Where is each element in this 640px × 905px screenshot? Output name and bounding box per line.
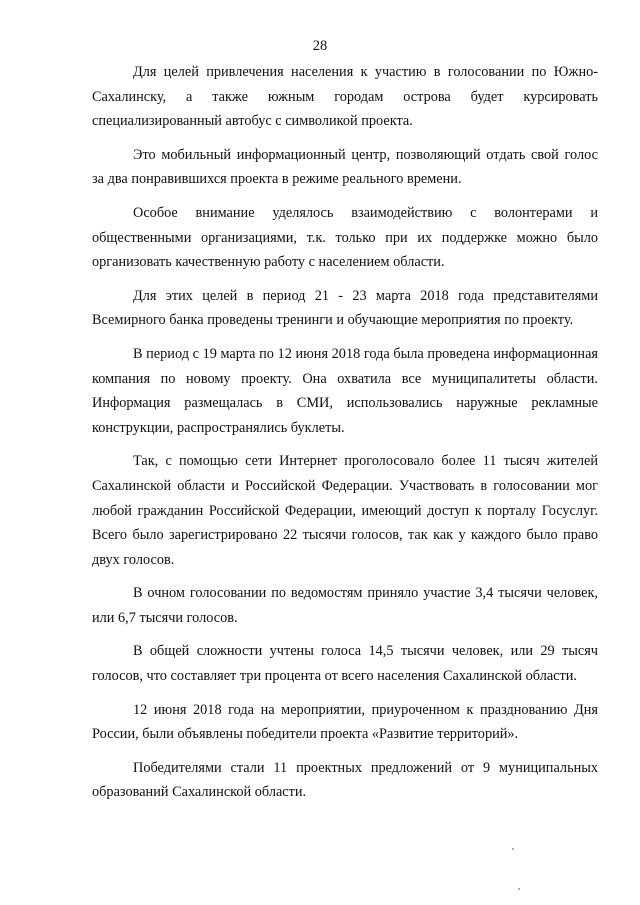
paragraph-trainings: Для этих целей в период 21 - 23 марта 2018 года представителями Всемирного банка проведены тренинги и обучающие мероприятия по проекту. (92, 287, 598, 329)
paragraph-volunteers: Особое внимание уделялось взаимодействию с волонтерами и общественными организациями, т.к. только при их поддержке можно было организовать качественную работу с населением области. (92, 204, 598, 271)
paragraph-bus: Для целей привлечения населения к участию в голосовании по Южно-Сахалинску, а также южным городам острова будет курсировать специализированный автобус с символикой проекта. (92, 64, 598, 130)
paragraph-mobile-center: Это мобильный информационный центр, позволяющий отдать свой голос за два понравившихся проекта в режиме реального времени. (92, 146, 598, 188)
paragraph-online-voting: Так, с помощью сети Интернет проголосовало более 11 тысяч жителей Сахалинской области и Российской Федерации. Участвовать в голосовании мог любой гражданин Российской Федерации, имеющий доступ к порталу Госуслуг. Всего было зарегистрировано 22 тысячи голосов, так как у каждого было право двух голосов. (92, 453, 598, 568)
body-text (92, 60, 598, 814)
scan-speck (512, 848, 514, 850)
paragraph-winners-announced: 12 июня 2018 года на мероприятии, приуроченном к празднованию Дня России, были объявлены победители проекта «Развитие территорий». (92, 701, 598, 743)
paragraph-total-votes: В общей сложности учтены голоса 14,5 тысячи человек, или 29 тысяч голосов, что составляет три процента от всего населения Сахалинской области. (92, 643, 598, 685)
paragraph-offline-voting: В очном голосовании по ведомостям приняло участие 3,4 тысячи человек, или 6,7 тысячи голосов. (92, 585, 598, 626)
scan-speck (518, 888, 520, 890)
paragraph-info-campaign: В период с 19 марта по 12 июня 2018 года была проведена информационная компания по новому проекту. Она охватила все муниципалитеты области. Информация размещалась в СМИ, использовались наружные рекламные конструкции, распространялись буклеты. (92, 345, 598, 436)
paragraph-winners: Победителями стали 11 проектных предложений от 9 муниципальных образований Сахалинской области. (92, 759, 598, 801)
page-number: 28 (312, 38, 328, 54)
